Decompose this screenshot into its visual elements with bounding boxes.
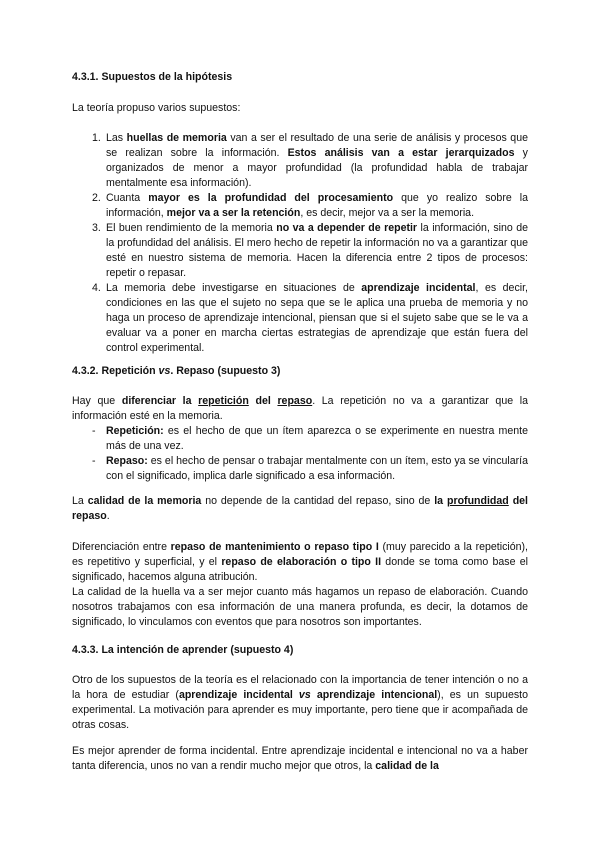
repeticion-block bbox=[72, 394, 528, 484]
list-item: 3. El buen rendimiento de la memoria no va a depender de repetir la información, sino de la profundidad del análisis. El mero hecho de repetir la información no va a garantizar que esté en nuestro sistema de memoria. Hacen la diferencia entre 2 tipos de procesos: repetir o repasar. bbox=[92, 222, 528, 279]
heading-4-3-3: 4.3.3. La intención de aprender (supuesto 4) bbox=[72, 644, 294, 656]
list-item: 1. Las huellas de memoria van a ser el resultado de una serie de análisis y procesos que se realizan sobre la información. Estos análisis van a estar jerarquizados y organizados de menor a mayor profundidad (la profundidad habla de trabajar mentalmente esa información). bbox=[92, 132, 528, 189]
definition-list bbox=[72, 424, 528, 484]
heading-4-3-2: 4.3.2. Repetición vs. Repaso (supuesto 3) bbox=[72, 365, 281, 377]
diferenciacion-paragraph: Diferenciación entre repaso de mantenimiento o repaso tipo I (muy parecido a la repetición), es repetitivo y superficial, y el repaso de elaboración o tipo II donde se toma como base el significado, hacemos alguna atribución. bbox=[72, 541, 529, 583]
intencion-paragraph: Otro de los supuestos de la teoría es el relacionado con la importancia de tener intención o no a la hora de estudiar (aprendizaje incidental vs aprendizaje intencional), es un supuesto experimental. La motivación para aprender es muy importante, pero tiene que ir acompañada de otras cosas. bbox=[72, 674, 528, 731]
hypothesis-list bbox=[72, 131, 528, 356]
huella-paragraph: La calidad de la huella va a ser mejor cuanto más hagamos un repaso de elaboración. Cuando nosotros trabajamos con esa información de una manera profunda, es decir, la dotamos de significado, lo vinculamos con eventos que para nosotros son importantes. bbox=[72, 586, 528, 628]
list-number: 4. bbox=[92, 282, 101, 294]
list-number: 1. bbox=[92, 132, 101, 144]
repaso-types-block bbox=[72, 540, 528, 630]
heading-4-3-1: 4.3.1. Supuestos de la hipótesis bbox=[72, 71, 233, 83]
intro-paragraph: La teoría propuso varios supuestos: bbox=[72, 102, 241, 114]
list-item: 4. La memoria debe investigarse en situaciones de aprendizaje incidental, es decir, condiciones en las que el sujeto no sepa que se le aplica una prueba de memoria y no haga un proceso de aprendizaje intencional, piensan que si el sujeto sabe que se le va a evaluar va a poner en marcha ciertas estrategias de aprendizaje que están fuera del control experimental. bbox=[92, 282, 528, 354]
incidental-paragraph: Es mejor aprender de forma incidental. Entre aprendizaje incidental e intencional no va a haber tanta diferencia, unos no van a rendir mucho mejor que otros, la calidad de la bbox=[72, 745, 528, 772]
repeticion-paragraph: Hay que diferenciar la repetición del repaso. La repetición no va a garantizar que la información esté en la memoria. bbox=[72, 395, 529, 422]
list-item: - Repaso: es el hecho de pensar o trabajar mentalmente con un ítem, esto ya se vincularía con el significado, implica darle significado a esa información. bbox=[92, 455, 528, 482]
list-number: 3. bbox=[92, 222, 101, 234]
list-item: 2. Cuanta mayor es la profundidad del procesamiento que yo realizo sobre la información, mejor va a ser la retención, es decir, mejor va a ser la memoria. bbox=[92, 192, 529, 219]
list-item: - Repetición: es el hecho de que un ítem aparezca o se experimente en nuestra mente más de una vez. bbox=[92, 425, 528, 452]
calidad-paragraph: La calidad de la memoria no depende de la cantidad del repaso, sino de la profundidad del repaso. bbox=[72, 495, 528, 522]
list-number: 2. bbox=[92, 192, 101, 204]
